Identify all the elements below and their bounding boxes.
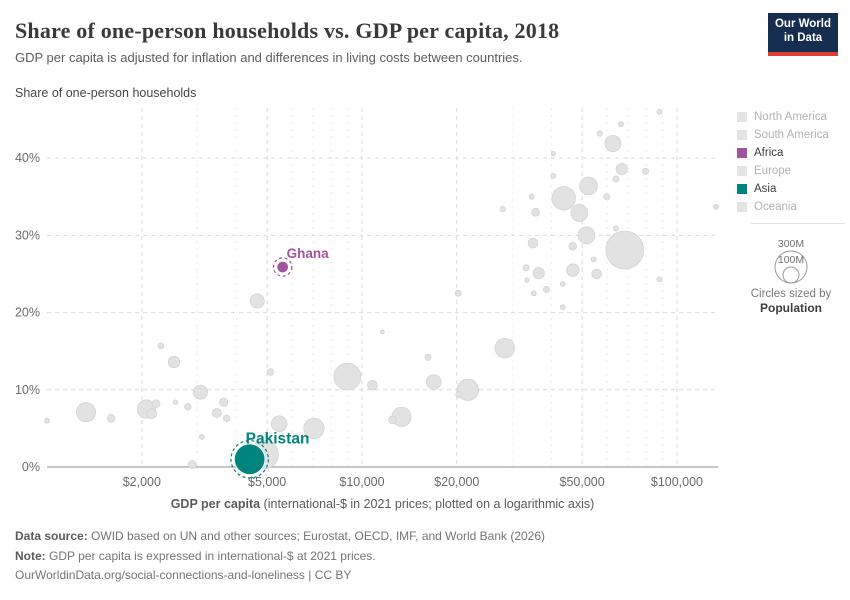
y-tick-label: 30% bbox=[14, 228, 40, 243]
owid-logo-line2: in Data bbox=[783, 32, 823, 44]
y-tick-label: 40% bbox=[14, 151, 40, 166]
country-bubble[interactable] bbox=[591, 257, 596, 262]
bubble-label-pakistan[interactable]: Pakistan bbox=[245, 430, 310, 448]
country-bubble[interactable] bbox=[220, 398, 228, 406]
size-legend bbox=[737, 230, 845, 284]
owid-url-link[interactable]: OurWorldinData.org/social-connections-and-loneliness | CC BY bbox=[15, 568, 352, 582]
country-bubble[interactable] bbox=[613, 176, 619, 182]
country-bubble[interactable] bbox=[569, 242, 577, 250]
country-bubble[interactable] bbox=[551, 173, 556, 178]
country-bubble[interactable] bbox=[250, 294, 264, 308]
country-bubble[interactable] bbox=[560, 281, 565, 286]
legend-swatch bbox=[737, 202, 747, 212]
country-bubble[interactable] bbox=[185, 403, 192, 410]
legend-divider bbox=[751, 223, 845, 224]
country-bubble[interactable] bbox=[657, 277, 662, 282]
country-bubble[interactable] bbox=[543, 286, 549, 292]
country-bubble[interactable] bbox=[267, 369, 274, 376]
legend-label: South America bbox=[754, 129, 829, 141]
size-legend-inner-circle bbox=[783, 267, 799, 283]
legend-label: Oceania bbox=[754, 201, 797, 213]
legend-swatch bbox=[737, 184, 747, 194]
chart-footer bbox=[15, 527, 545, 586]
country-bubble[interactable] bbox=[566, 264, 579, 277]
country-bubble[interactable] bbox=[529, 194, 534, 199]
country-bubble[interactable] bbox=[713, 204, 718, 209]
country-bubble[interactable] bbox=[657, 109, 662, 114]
country-bubble[interactable] bbox=[597, 131, 603, 137]
country-bubble[interactable] bbox=[528, 238, 538, 248]
data-source-line bbox=[15, 527, 545, 547]
country-bubble[interactable] bbox=[495, 338, 515, 358]
country-bubble[interactable] bbox=[456, 391, 462, 397]
legend-swatch bbox=[737, 112, 747, 122]
legend-item-europe[interactable] bbox=[737, 165, 845, 177]
country-bubble[interactable] bbox=[152, 400, 160, 408]
y-tick-label: 0% bbox=[21, 460, 40, 474]
country-bubble[interactable] bbox=[188, 460, 196, 468]
legend-items bbox=[737, 111, 845, 213]
country-bubble[interactable] bbox=[571, 204, 588, 221]
page-title: Share of one-person households vs. GDP per capita, 2018 bbox=[15, 18, 560, 43]
country-bubble[interactable] bbox=[580, 177, 598, 195]
chart-subtitle: GDP per capita is adjusted for inflation and differences in living costs between countries. bbox=[15, 50, 523, 65]
legend-item-oceania[interactable] bbox=[737, 201, 845, 213]
legend-label: Africa bbox=[754, 147, 784, 159]
size-legend-small-label: 100M bbox=[777, 254, 805, 266]
country-bubble[interactable] bbox=[425, 354, 431, 360]
data-source-label: Data source: bbox=[15, 529, 88, 543]
country-bubble[interactable] bbox=[380, 330, 384, 334]
y-tick-label: 20% bbox=[14, 305, 40, 320]
country-bubble[interactable] bbox=[500, 206, 506, 212]
bubble-label-ghana[interactable]: Ghana bbox=[286, 246, 329, 262]
legend-swatch bbox=[737, 166, 747, 176]
x-tick-label: $5,000 bbox=[248, 475, 287, 489]
note-text: GDP per capita is expressed in international-$ at 2021 prices. bbox=[45, 548, 376, 563]
country-bubble[interactable] bbox=[455, 290, 461, 296]
country-bubble[interactable] bbox=[551, 151, 555, 155]
country-bubble[interactable] bbox=[389, 416, 397, 424]
country-bubble[interactable] bbox=[523, 265, 529, 271]
owid-logo-line1: Our World bbox=[774, 18, 831, 30]
legend-label: North America bbox=[754, 111, 827, 123]
size-legend-metric: Population bbox=[760, 301, 822, 315]
country-bubble[interactable] bbox=[578, 227, 595, 244]
legend-label: Europe bbox=[754, 165, 792, 177]
x-tick-label: $50,000 bbox=[559, 475, 605, 489]
country-bubble[interactable] bbox=[604, 194, 610, 200]
bubble-ghana[interactable] bbox=[277, 261, 289, 273]
x-tick-label: $10,000 bbox=[339, 475, 385, 489]
x-axis-title: GDP per capita (international-$ in 2021 prices; plotted on a logarithmic axis) bbox=[170, 497, 595, 511]
country-bubble[interactable] bbox=[107, 414, 115, 422]
x-tick-label: $100,000 bbox=[650, 475, 704, 489]
country-bubble[interactable] bbox=[618, 122, 623, 127]
legend-swatch bbox=[737, 148, 747, 158]
country-bubble[interactable] bbox=[605, 135, 621, 151]
country-bubble[interactable] bbox=[147, 409, 157, 419]
country-bubble[interactable] bbox=[173, 400, 178, 405]
country-bubble[interactable] bbox=[532, 208, 540, 216]
data-source-text: OWID based on UN and other sources; Eurostat, OECD, IMF, and World Bank (2026) bbox=[87, 529, 546, 543]
continent-legend bbox=[737, 111, 845, 315]
country-bubble[interactable] bbox=[552, 186, 576, 210]
y-axis-title: Share of one-person households bbox=[15, 86, 197, 100]
note-line bbox=[15, 547, 545, 567]
x-tick-label: $2,000 bbox=[122, 475, 161, 489]
bubble-pakistan[interactable] bbox=[234, 444, 265, 475]
country-bubble[interactable] bbox=[613, 226, 618, 231]
country-bubble[interactable] bbox=[533, 267, 545, 279]
size-legend-caption: Circles sized by bbox=[750, 288, 832, 300]
country-bubble[interactable] bbox=[76, 403, 95, 422]
legend-swatch bbox=[737, 130, 747, 140]
country-bubble[interactable] bbox=[560, 305, 565, 310]
country-bubble[interactable] bbox=[334, 363, 361, 390]
legend-item-north-america[interactable] bbox=[737, 111, 845, 123]
country-bubble[interactable] bbox=[531, 291, 536, 296]
legend-item-africa[interactable] bbox=[737, 147, 845, 159]
country-bubble[interactable] bbox=[642, 168, 648, 174]
country-bubble[interactable] bbox=[44, 418, 49, 423]
country-bubble[interactable] bbox=[616, 163, 628, 175]
y-tick-label: 10% bbox=[14, 382, 40, 397]
country-bubble[interactable] bbox=[368, 380, 378, 390]
country-bubble[interactable] bbox=[168, 356, 180, 368]
country-bubble[interactable] bbox=[426, 375, 441, 390]
country-bubble[interactable] bbox=[199, 434, 204, 439]
size-legend-big-label: 300M bbox=[777, 238, 805, 250]
country-bubble[interactable] bbox=[606, 231, 644, 269]
country-bubble[interactable] bbox=[212, 408, 221, 417]
x-tick-label: $20,000 bbox=[434, 475, 480, 489]
note-label: Note: bbox=[15, 548, 46, 563]
legend-item-asia[interactable] bbox=[737, 183, 845, 195]
country-bubble[interactable] bbox=[525, 278, 529, 282]
country-bubble[interactable] bbox=[223, 415, 230, 422]
country-bubble[interactable] bbox=[592, 269, 602, 279]
country-bubble[interactable] bbox=[158, 343, 164, 349]
legend-label: Asia bbox=[754, 183, 777, 195]
legend-item-south-america[interactable] bbox=[737, 129, 845, 141]
country-bubble[interactable] bbox=[193, 385, 207, 399]
